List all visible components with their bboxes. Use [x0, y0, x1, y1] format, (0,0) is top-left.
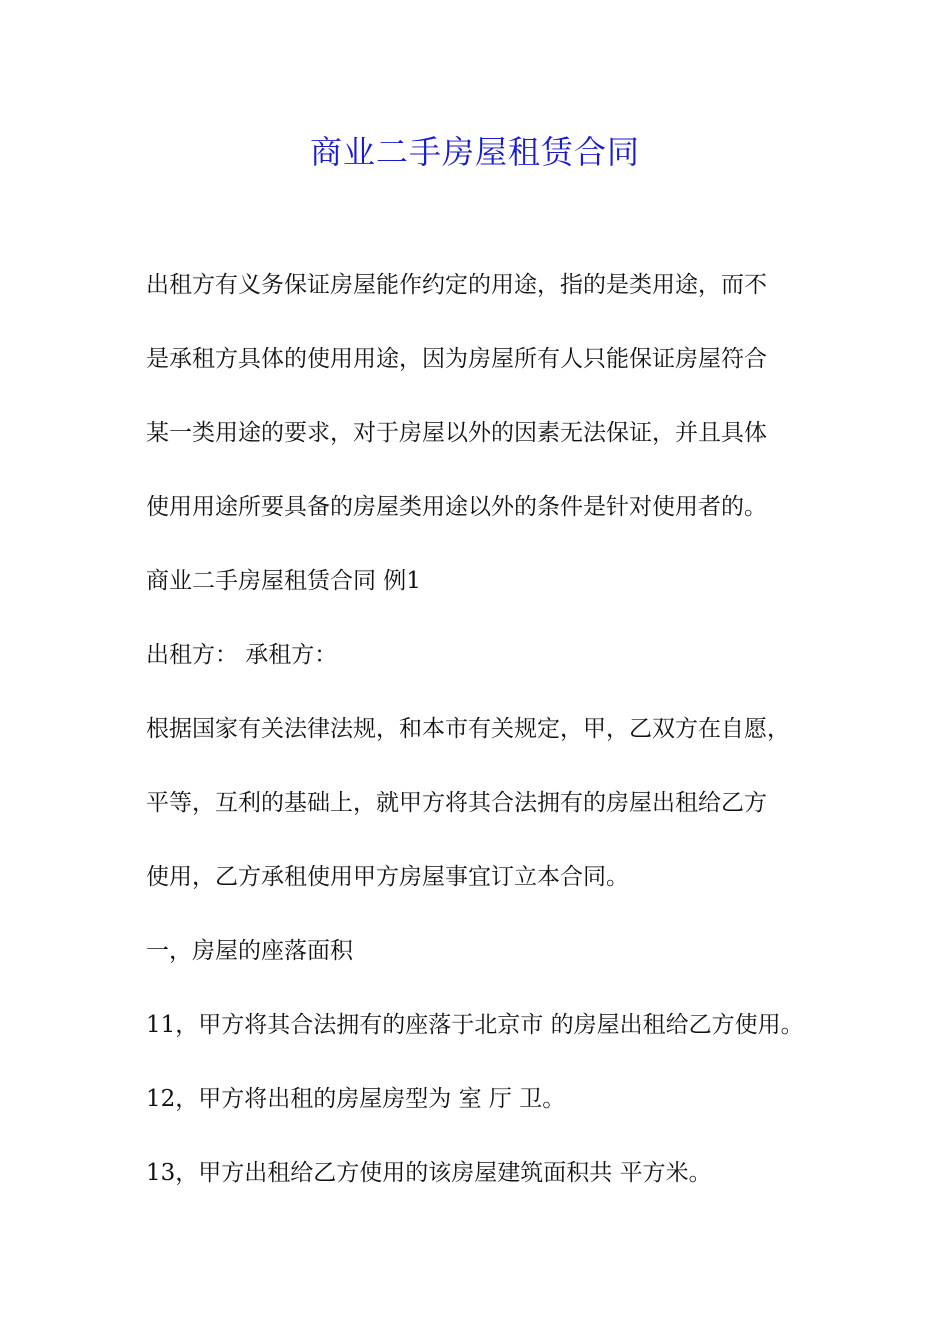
clause-item: 11，甲方将其合法拥有的座落于北京市 的房屋出租给乙方使用。: [146, 1012, 804, 1038]
clause-item: 12，甲方将出租的房屋房型为 室 厅 卫。: [146, 1086, 566, 1112]
paragraph-line: 使用用途所要具备的房屋类用途以外的条件是针对使用者的。: [146, 494, 767, 520]
paragraph-line: 是承租方具体的使用用途，因为房屋所有人只能保证房屋符合: [146, 346, 767, 372]
document-body: [146, 262, 836, 1224]
paragraph-line: 某一类用途的要求，对于房屋以外的因素无法保证，并且具体: [146, 420, 767, 446]
parties-line: 出租方： 承租方：: [146, 642, 338, 668]
clause-heading: 一，房屋的座落面积: [146, 938, 353, 964]
paragraph-line: 平等，互利的基础上，就甲方将其合法拥有的房屋出租给乙方: [146, 790, 767, 816]
section-heading: 商业二手房屋租赁合同 例1: [146, 568, 421, 594]
clause-item: 13，甲方出租给乙方使用的该房屋建筑面积共 平方米。: [146, 1160, 712, 1186]
paragraph-line: 出租方有义务保证房屋能作约定的用途，指的是类用途，而不: [146, 272, 767, 298]
document-title: 商业二手房屋租赁合同: [309, 133, 640, 171]
paragraph-line: 根据国家有关法律法规，和本市有关规定，甲，乙双方在自愿，: [146, 716, 790, 742]
paragraph-line: 使用，乙方承租使用甲方房屋事宜订立本合同。: [146, 864, 629, 890]
